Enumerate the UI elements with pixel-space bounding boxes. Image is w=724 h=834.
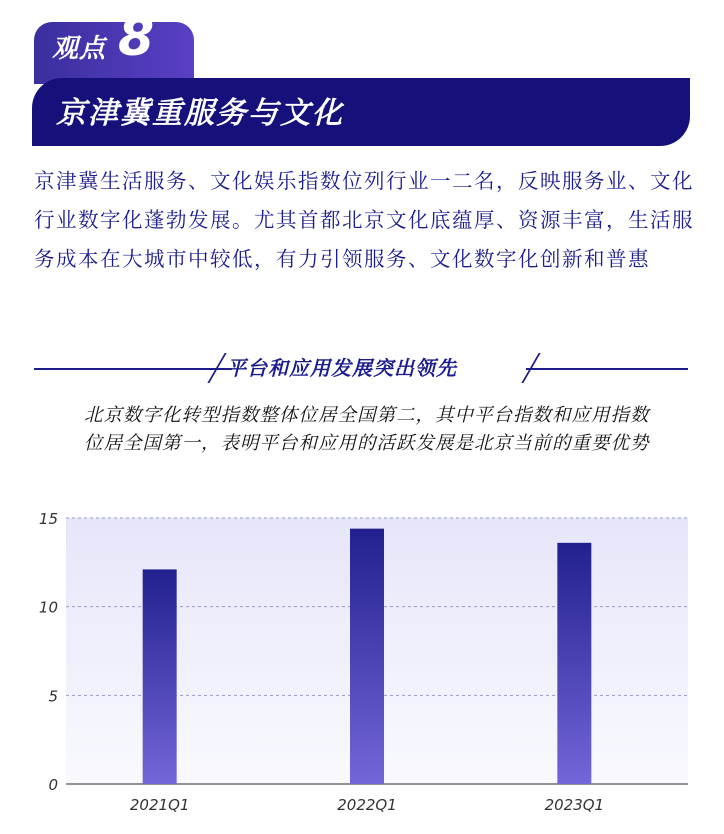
page-title: 京津冀重服务与文化 xyxy=(56,96,344,131)
bar-2021Q1 xyxy=(143,569,177,784)
section-tag-label: 观点 xyxy=(52,34,107,64)
y-tick-label: 5 xyxy=(48,687,58,706)
divider-right xyxy=(526,368,688,370)
bar-2023Q1 xyxy=(557,543,591,784)
x-tick-label: 2022Q1 xyxy=(337,796,397,814)
x-tick-label: 2023Q1 xyxy=(544,796,605,814)
bar-chart xyxy=(0,500,724,834)
chart-note: 北京数字化转型指数整体位居全国第二，其中平台指数和应用指数位居全国第一，表明平台和应用的活跃发展是北京当前的重要优势 xyxy=(84,405,650,454)
bar-2022Q1 xyxy=(350,529,384,784)
y-tick-label: 15 xyxy=(38,510,58,528)
section-tag-number: 8 xyxy=(118,8,155,68)
y-tick-label: 0 xyxy=(48,776,58,794)
divider-left xyxy=(34,368,232,370)
section-subtitle: 平台和应用发展突出领先 xyxy=(226,356,457,380)
x-tick-label: 2021Q1 xyxy=(129,796,190,814)
intro-paragraph: 京津冀生活服务、文化娱乐指数位列行业一二名，反映服务业、文化行业数字化蓬勃发展。尤其首都北京文化底蕴厚、资源丰富，生活服务成本在大城市中较低，有力引领服务、文化数字化创新和普惠 xyxy=(34,169,694,271)
y-tick-label: 10 xyxy=(38,598,58,617)
